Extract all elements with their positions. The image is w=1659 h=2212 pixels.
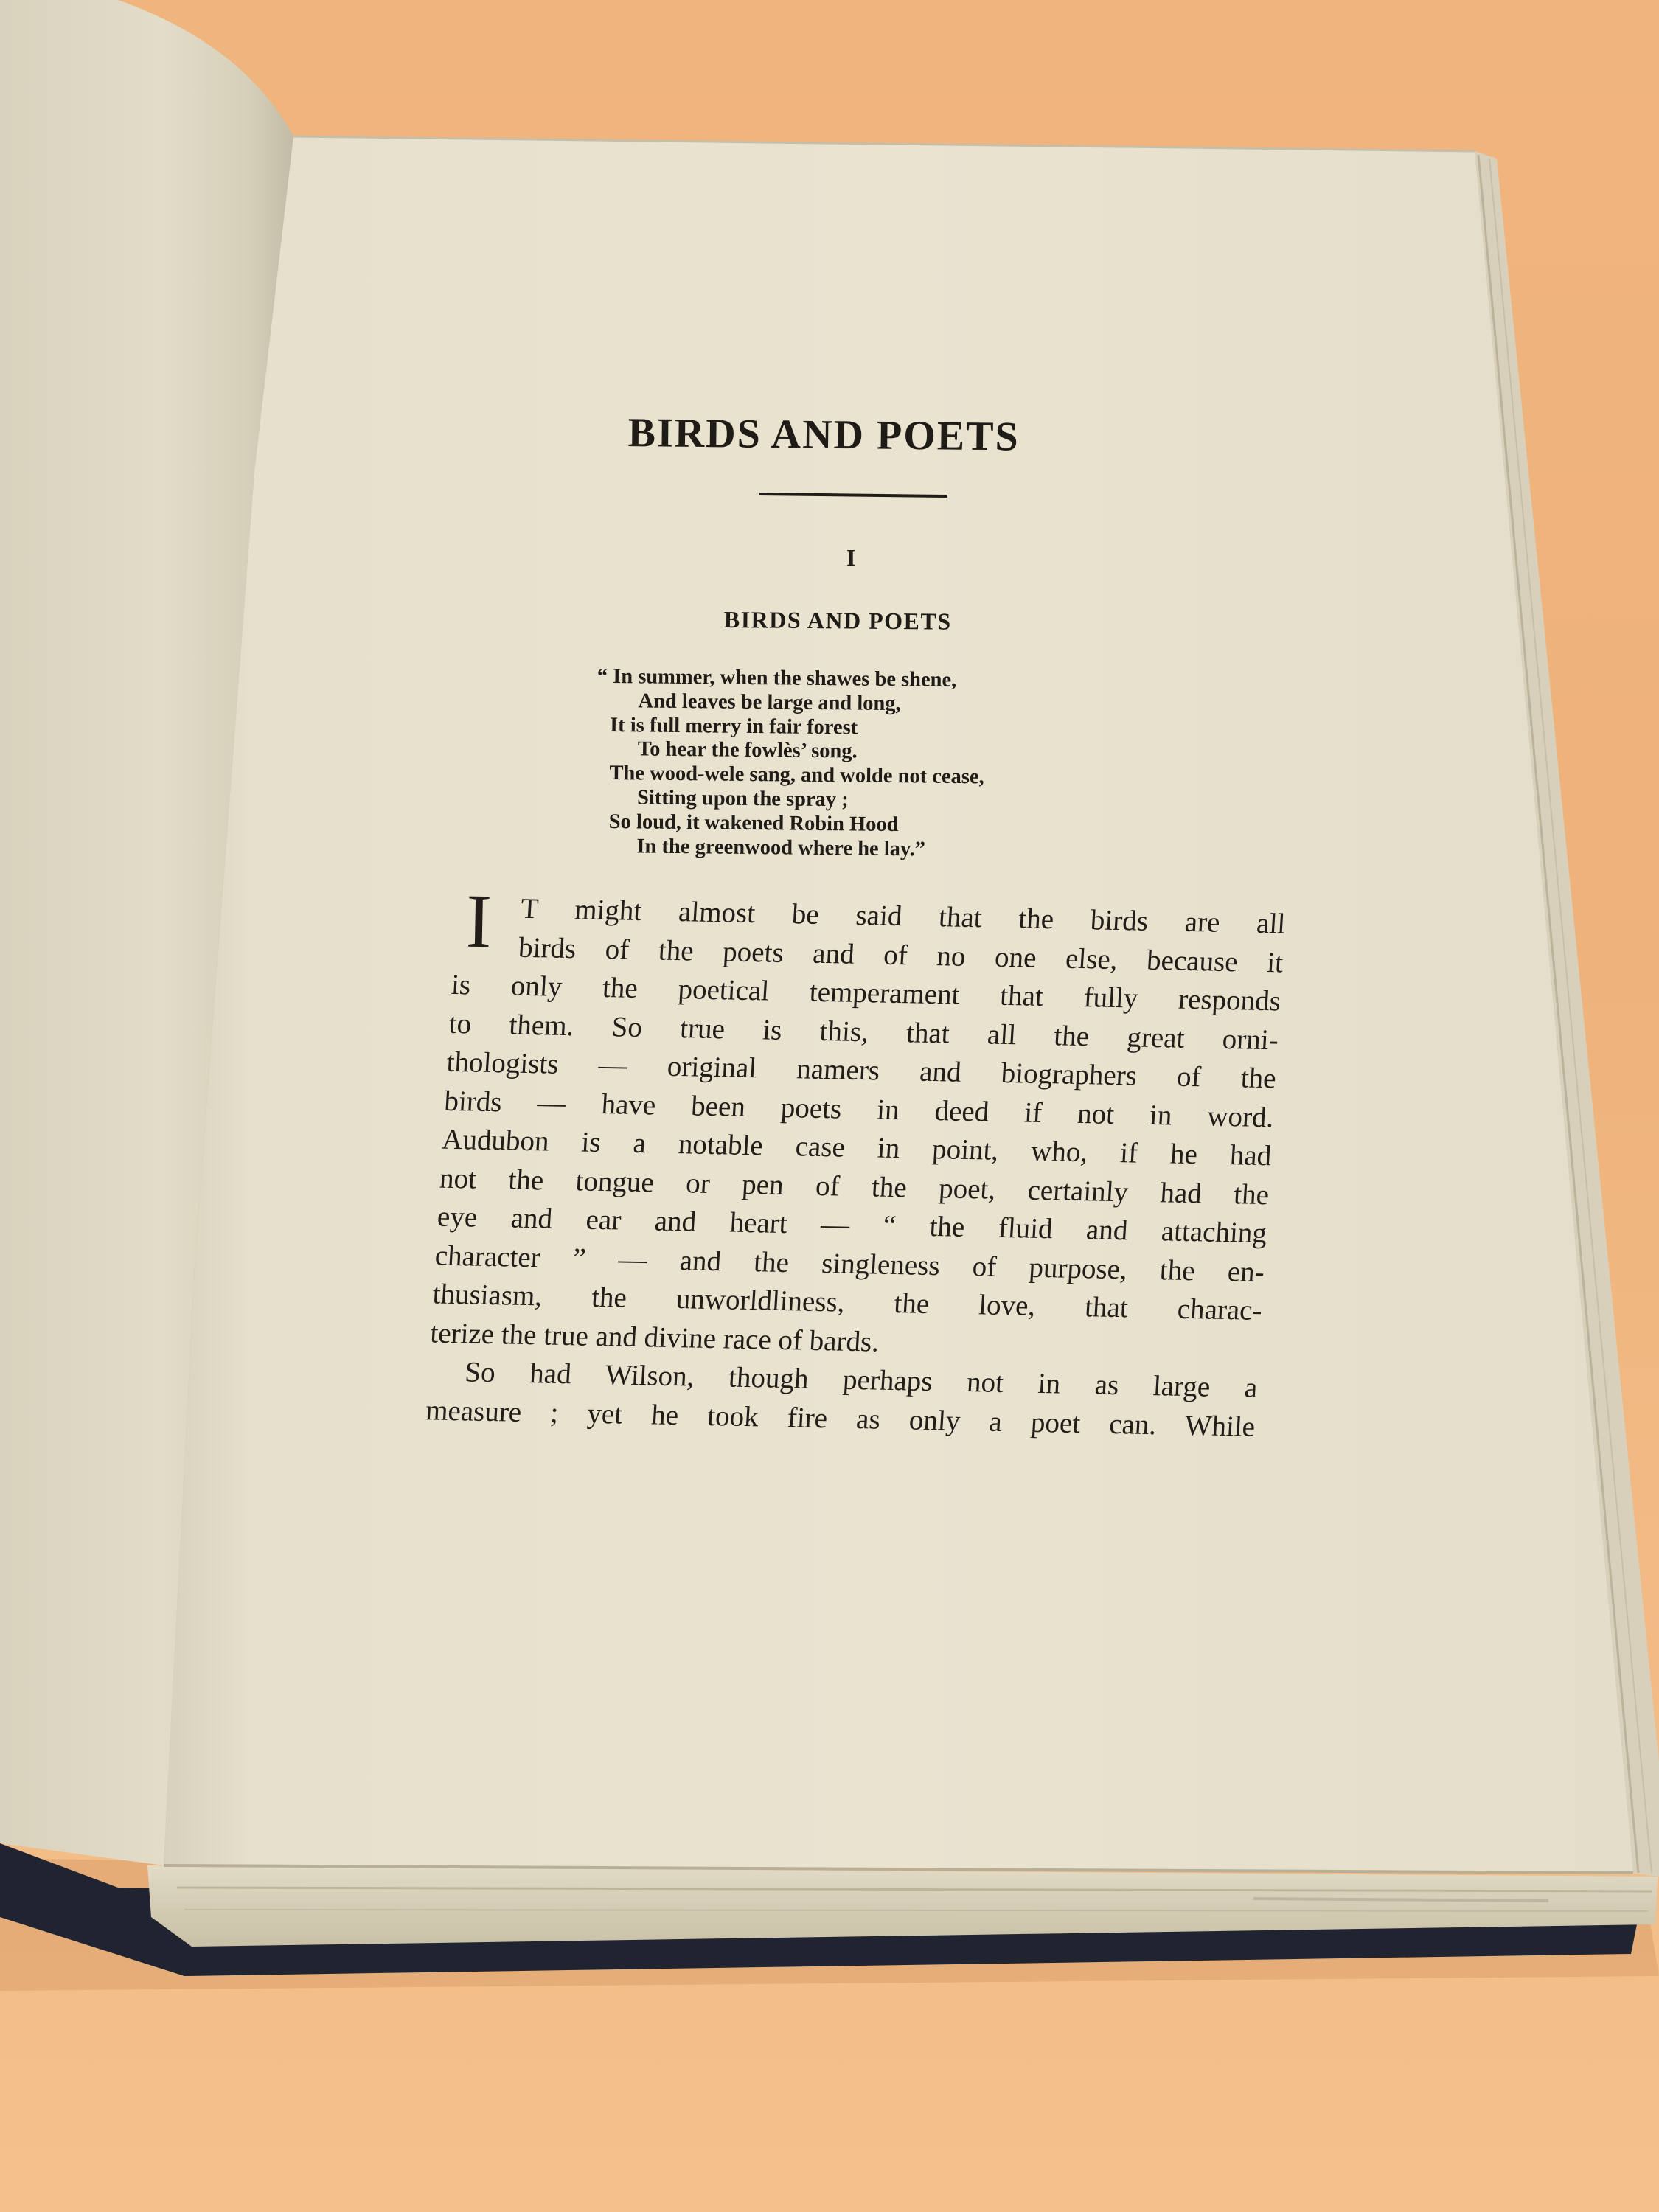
body-line: measure ; yet he took fire as only a poet can. While xyxy=(425,1394,1256,1443)
body-line: birds of the poets and of no one else, because it xyxy=(517,931,1284,978)
body-line: thusiasm, the unworldliness, the love, that charac- xyxy=(431,1278,1263,1327)
book-title: BIRDS AND POETS xyxy=(627,409,1020,460)
epigraph-line: In the greenwood where he lay.” xyxy=(636,834,926,861)
body-line: is only the poetical temperament that fully responds xyxy=(450,968,1282,1018)
body-text xyxy=(425,878,1287,1447)
body-line: thologists — original namers and biographers of the xyxy=(445,1046,1277,1095)
epigraph-line: So loud, it wakened Robin Hood xyxy=(608,810,899,836)
body-line: eye and ear and heart — “ the fluid and attaching xyxy=(436,1200,1268,1250)
body-line: character ” — and the singleness of purpose, the en- xyxy=(434,1239,1266,1288)
body-line: to them. So true is this, that all the great orni- xyxy=(448,1007,1280,1056)
chapter-title: BIRDS AND POETS xyxy=(723,606,952,635)
epigraph xyxy=(597,664,1171,864)
drop-cap: I xyxy=(465,878,493,964)
epigraph-line: The wood-wele sang, and wolde not cease, xyxy=(609,762,984,789)
body-line: terize the true and divine race of bards. xyxy=(429,1316,880,1358)
epigraph-line: To hear the fowlès’ song. xyxy=(637,737,858,763)
section-numeral: I xyxy=(846,544,856,571)
body-line: So had Wilson, though perhaps not in as large a xyxy=(464,1356,1259,1404)
body-line: not the tongue or pen of the poet, certainly had the xyxy=(439,1162,1270,1211)
body-line: T might almost be said that the birds are all xyxy=(520,892,1287,940)
epigraph-line: And leaves be large and long, xyxy=(638,689,901,715)
epigraph-line: It is full merry in fair forest xyxy=(609,713,858,740)
epigraph-line: Sitting upon the spray ; xyxy=(636,786,849,812)
body-line: Audubon is a notable case in point, who, if he had xyxy=(441,1123,1273,1172)
body-line: birds — have been poets in deed if not in word. xyxy=(443,1085,1275,1133)
epigraph-line: “ In summer, when the shawes be shene, xyxy=(597,664,957,692)
